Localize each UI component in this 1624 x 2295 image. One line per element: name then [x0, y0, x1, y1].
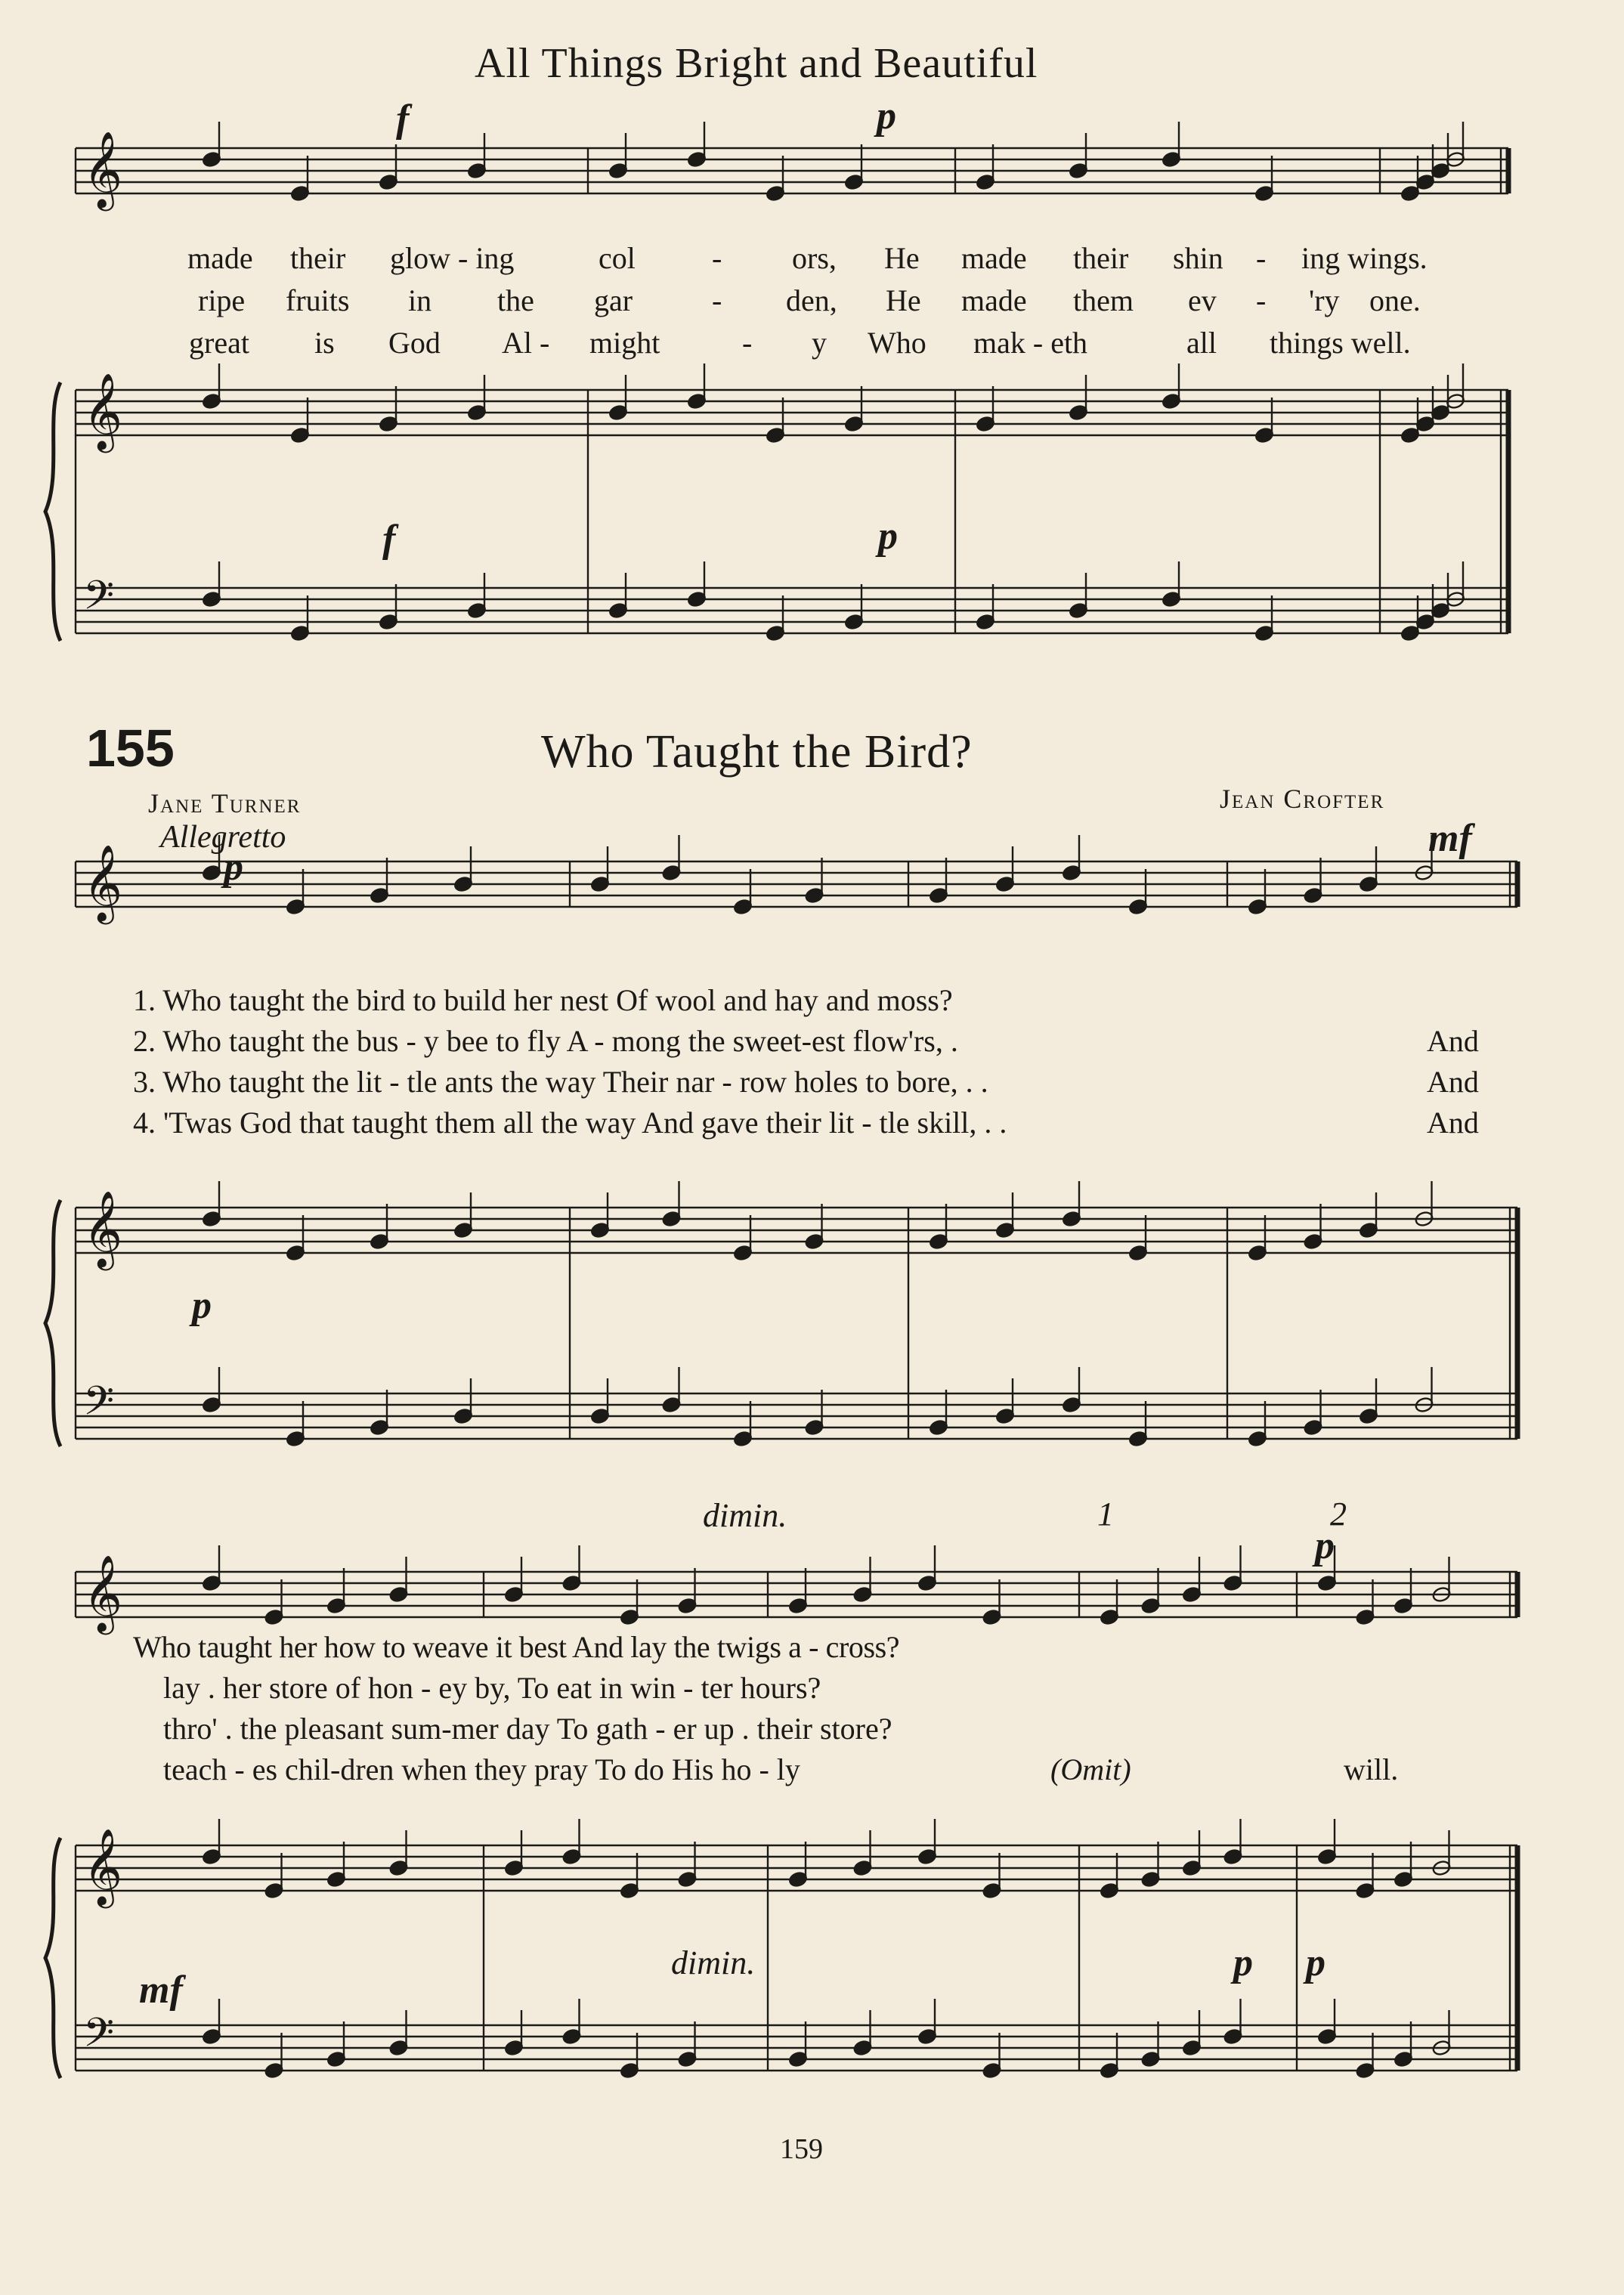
stanza-1-line-1: 1. Who taught the bird to build her nest Of wool and hay and moss? — [133, 983, 953, 1017]
dynamic-end-p-1: p — [1233, 1941, 1253, 1984]
dynamic-voice-mezzo-forte: mf — [1428, 817, 1472, 860]
dynamic-end-p-2: p — [1306, 1941, 1325, 1984]
bass-clef: 𝄢 — [83, 1378, 115, 1434]
page-number: 159 — [780, 2133, 823, 2165]
stanzas-part-1 — [133, 982, 1493, 1164]
dynamic-forte: f — [396, 97, 410, 141]
omit-label: (Omit) — [1050, 1752, 1131, 1786]
treble-clef: 𝄞 — [83, 372, 123, 450]
author-credit: Jane Turner — [148, 788, 302, 818]
composer-credit: Jean Crofter — [1220, 784, 1385, 814]
stanza-2-line-2: lay . her store of hon - ey by, To eat in win - ter hours? — [163, 1671, 821, 1705]
stanza-4-line-2: teach - es chil-dren when they pray To do His ho - ly — [163, 1752, 800, 1786]
hymn-154-lyrics: made their glow - ing col - ors, He made their shin - ing wings. ripe fruits in the gar - den, He made them ev - 'ry one. great is God Al - might - y Who mak - eth all things well. — [187, 241, 1428, 360]
stanza-4-line-1: 4. 'Twas God that taught them all the way And gave their lit - tle skill, . . — [133, 1106, 1007, 1140]
dynamic-piano-part-p: p — [192, 1284, 212, 1327]
treble-clef: 𝄞 — [83, 843, 123, 921]
bass-clef: 𝄢 — [83, 2010, 115, 2066]
pickup-stanza-2: And — [1427, 1024, 1479, 1058]
dimin-marking-piano: dimin. — [671, 1944, 756, 1981]
hymn-155-title: Who Taught the Bird? — [541, 726, 973, 778]
dimin-marking-voice: dimin. — [703, 1497, 787, 1534]
bass-clef: 𝄢 — [83, 573, 115, 629]
volta-first-ending: 1 — [1097, 1495, 1114, 1533]
brace — [45, 1838, 60, 2078]
treble-clef: 𝄞 — [83, 1189, 123, 1267]
treble-clef: 𝄞 — [83, 1827, 123, 1905]
hymn-154-title: All Things Bright and Beautiful — [475, 40, 1038, 87]
dynamic-volta-p: p — [1315, 1524, 1335, 1567]
dynamic-piano: p — [877, 94, 896, 138]
dynamic-voice-piano: p — [224, 846, 243, 889]
stanza-1-line-2: Who taught her how to weave it best And lay the twigs a - cross? — [133, 1630, 900, 1664]
stanza-3-line-1: 3. Who taught the lit - tle ants the way Their nar - row holes to bore, . . — [133, 1065, 988, 1099]
dynamic-piano-piano-part: p — [878, 515, 898, 558]
treble-clef: 𝄞 — [83, 130, 123, 208]
dynamic-forte-piano-part: f — [382, 518, 396, 561]
treble-clef: 𝄞 — [83, 1554, 123, 1632]
stanza-2-line-1: 2. Who taught the bus - y bee to fly A - mong the sweet-est flow'rs, . — [133, 1024, 958, 1058]
dynamic-bottom-mezzo-forte: mf — [139, 1969, 183, 2012]
brace — [45, 382, 60, 641]
stanzas-part-2 — [133, 1629, 1493, 1811]
final-word: will. — [1344, 1752, 1399, 1786]
brace — [45, 1200, 60, 1446]
hymn-number: 155 — [86, 719, 175, 778]
tempo-marking: Allegretto — [160, 820, 286, 855]
stanza-3-line-2: thro' . the pleasant sum-mer day To gath - er up . their store? — [163, 1712, 892, 1746]
pickup-stanza-3: And — [1427, 1065, 1479, 1099]
pickup-stanza-4: And — [1427, 1106, 1479, 1140]
volta-second-ending: 2 — [1330, 1495, 1347, 1533]
